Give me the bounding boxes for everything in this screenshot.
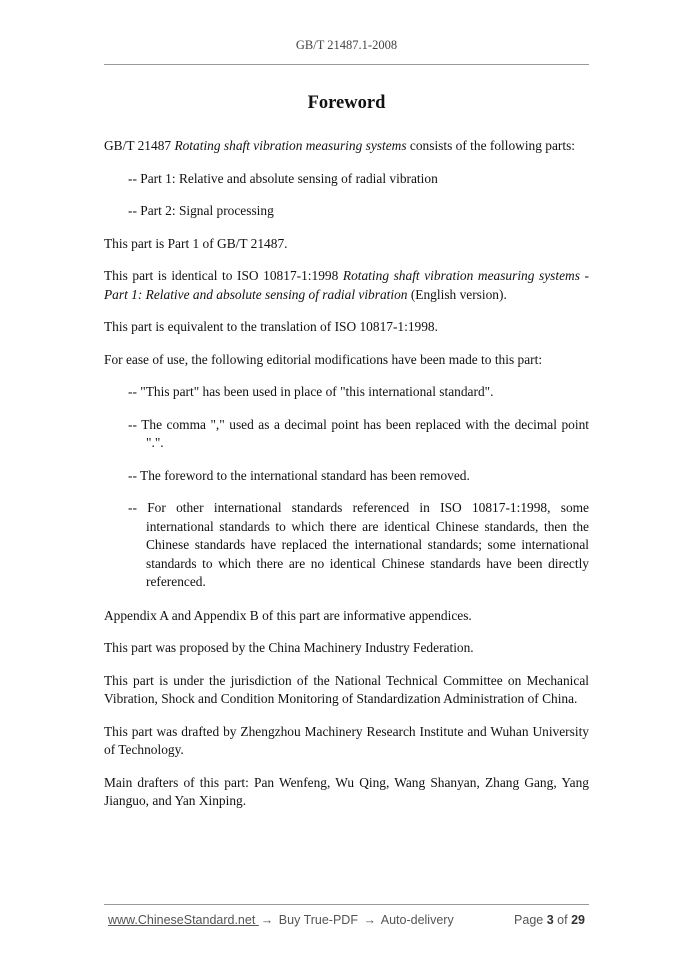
paragraph-jurisdiction: This part is under the jurisdiction of the National Technical Committee on Mechanical Vibration, Shock and Condition Monitoring of Standardization Administration of China. bbox=[104, 672, 589, 706]
paragraph-drafters: Main drafters of this part: Pan Wenfeng, Wu Qing, Wang Shanyan, Zhang Gang, Yang Jianguo, and Yan Xinping. bbox=[104, 774, 589, 808]
footer-divider bbox=[104, 904, 589, 905]
paragraph-appendices: Appendix A and Appendix B of this part are informative appendices. bbox=[104, 607, 472, 623]
list-item-modification-4: -- For other international standards referenced in ISO 10817-1:1998, some international standards to which there are identical Chinese standards, then the Chinese standards have replaced the international standards; some international standards to which there are no identical Chinese standards have been directly referenced. bbox=[128, 500, 589, 589]
buy-text: Buy True-PDF bbox=[278, 913, 358, 927]
footer-promo bbox=[108, 913, 454, 927]
paragraph-equivalent: This part is equivalent to the translation of ISO 10817-1:1998. bbox=[104, 319, 438, 334]
page-number: Page 3 of 29 bbox=[514, 913, 585, 927]
list-item-modification-2: -- The comma "," used as a decimal point has been replaced with the decimal point ".". bbox=[128, 416, 589, 450]
arrow-right-icon: → bbox=[363, 913, 376, 927]
page-title: Foreword bbox=[307, 93, 386, 113]
paragraph-parts-intro: GB/T 21487 Rotating shaft vibration measuring systems consists of the following parts: bbox=[104, 138, 576, 153]
document-body bbox=[104, 137, 589, 825]
list-item-part-1: -- Part 1: Relative and absolute sensing of radial vibration bbox=[128, 170, 438, 186]
running-header: GB/T 21487.1-2008 bbox=[295, 38, 398, 52]
page-current: 3 bbox=[546, 913, 554, 927]
standard-title-italic: Rotating shaft vibration measuring systems bbox=[174, 138, 407, 153]
paragraph-part-number: This part is Part 1 of GB/T 21487. bbox=[104, 235, 288, 251]
page-total: 29 bbox=[571, 913, 585, 927]
iso-title-italic: Rotating shaft vibration measuring systems - Part 1: Relative and absolute sensing of radial vibration bbox=[104, 268, 589, 302]
paragraph-drafted: This part was drafted by Zhengzhou Machinery Research Institute and Wuhan University of Technology. bbox=[104, 723, 589, 757]
header-divider bbox=[104, 64, 589, 65]
paragraph-proposed: This part was proposed by the China Machinery Industry Federation. bbox=[104, 640, 474, 655]
delivery-text: Auto-delivery bbox=[380, 913, 454, 927]
paragraph-identical: This part is identical to ISO 10817-1:1998 Rotating shaft vibration measuring systems - Part 1: Relative and absolute sensing of radial vibration (English version). bbox=[104, 268, 589, 302]
site-link[interactable]: www.ChineseStandard.net bbox=[108, 913, 256, 927]
list-item-modification-3: -- The foreword to the international standard has been removed. bbox=[128, 467, 470, 483]
list-item-part-2: -- Part 2: Signal processing bbox=[128, 203, 274, 218]
paragraph-modifications-intro: For ease of use, the following editorial modifications have been made to this part: bbox=[104, 351, 543, 367]
arrow-right-icon: → bbox=[260, 913, 274, 927]
list-item-modification-1: -- "This part" has been used in place of "this international standard". bbox=[128, 384, 494, 399]
